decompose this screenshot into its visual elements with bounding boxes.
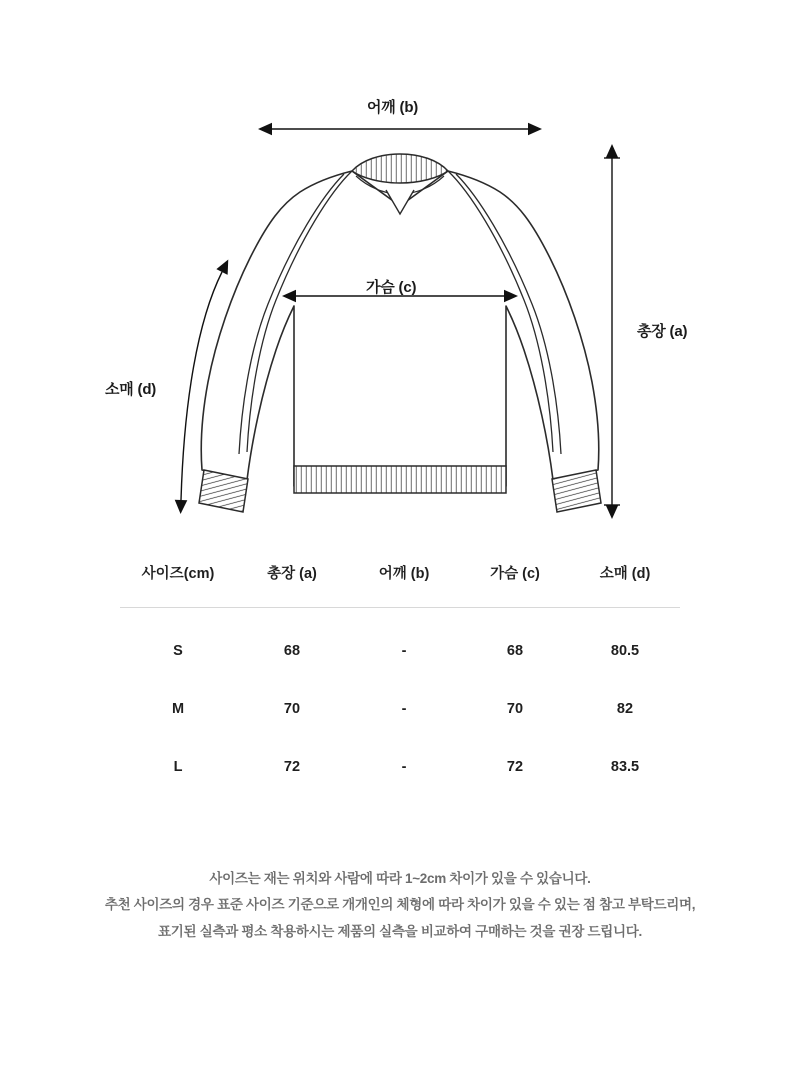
size-table-header <box>120 545 680 608</box>
table-header-row <box>120 545 680 608</box>
cell-chest: 70 <box>506 701 524 717</box>
cell-chest: 72 <box>506 759 524 775</box>
garment-outline <box>199 154 601 512</box>
note-line-1: 사이즈는 재는 위치와 사람에 따라 1~2cm 차이가 있을 수 있습니다. <box>209 871 591 886</box>
column-header-total: 총장 (a) <box>267 565 317 582</box>
column-header-shoulder: 어깨 (b) <box>378 565 430 582</box>
size-notes <box>0 866 800 945</box>
cell-total: 72 <box>283 759 301 775</box>
note-line-2: 추천 사이즈의 경우 표준 사이즈 기준으로 개개인의 체형에 따라 차이가 있을 수 있는 점 참고 부탁드리며, <box>104 897 696 913</box>
table-row <box>120 680 680 738</box>
column-header-chest: 가슴 (c) <box>490 565 540 582</box>
dimension-label-shoulder: 어깨 (b) <box>367 99 419 116</box>
size-table-body <box>120 608 680 797</box>
cell-sleeve: 80.5 <box>610 643 640 659</box>
cell-chest: 68 <box>506 643 524 659</box>
size-table <box>120 545 680 796</box>
column-header-size: 사이즈(cm) <box>141 565 215 582</box>
dimension-label-total-length: 총장 (a) <box>637 323 688 340</box>
cell-shoulder: - <box>401 759 407 775</box>
cell-size: L <box>173 759 183 775</box>
size-table-wrap <box>0 545 800 796</box>
cell-sleeve: 82 <box>616 701 634 717</box>
cell-total: 70 <box>283 701 301 717</box>
dimension-label-chest: 가슴 (c) <box>366 279 417 296</box>
cell-total: 68 <box>283 643 301 659</box>
table-row <box>120 608 680 681</box>
cell-sleeve: 83.5 <box>610 759 640 775</box>
cell-size: S <box>173 643 183 659</box>
dimension-label-sleeve: 소매 (d) <box>105 381 157 398</box>
cell-shoulder: - <box>401 643 407 659</box>
cell-shoulder: - <box>401 701 407 717</box>
cell-size: M <box>171 701 185 717</box>
note-line-3: 표기된 실측과 평소 착용하시는 제품의 실측을 비교하여 구매하는 것을 권장 드립니다. <box>158 923 642 939</box>
column-header-sleeve: 소매 (d) <box>599 565 651 582</box>
table-row <box>120 738 680 796</box>
